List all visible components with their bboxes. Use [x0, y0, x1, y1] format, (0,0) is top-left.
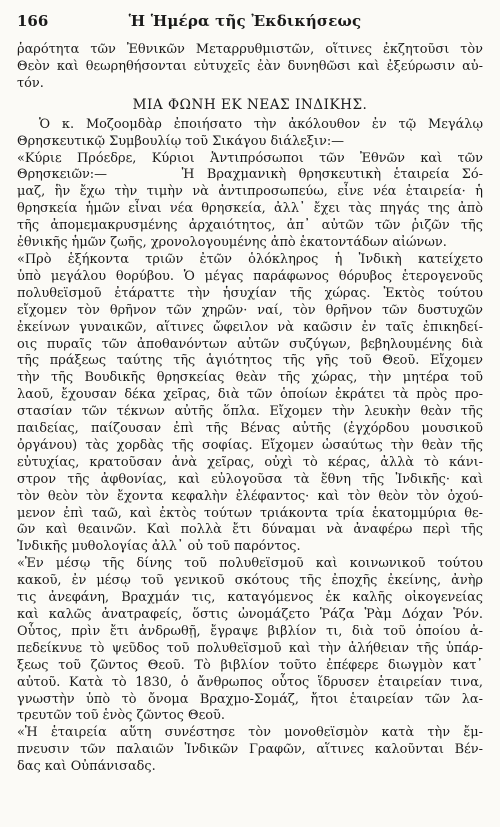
- text-line: καὶ καλῶς ἀνατραφείς, ὅστις ὠνομάζετο Ῥάζα Ῥὰμ Δόχαν Ῥόν.: [17, 607, 483, 622]
- text-line: Θεὸν καὶ θεωρηθήσονται εὐτυχεῖς ἐὰν δυνηθῶσι καὶ ἐξεύρωσιν αὐ-: [17, 58, 483, 74]
- text-line: Θρησκειῶν:— Ἡ Βραχμανικὴ θρησκευτικὴ ἑταιρεία Σό-: [17, 167, 483, 183]
- text-line: ὀργάνου) τὰς χορδὰς τῆς σοφίας. Εἴχομεν ὡσαύτως τὴν θεὰν τῆς: [17, 437, 483, 453]
- text-line: Ἰνδικῆς μυθολογίας ἀλλ᾽ οὐ τοῦ παρόντος.: [17, 539, 301, 555]
- quote-paragraph: [17, 151, 483, 252]
- text-line: γνωστὴν ὑπὸ τὸ ὄνομα Βραχμο-Σομάζ, ἤτοι ἑταιρείαν τῶν λα-: [17, 691, 483, 707]
- text-line: τὸν θεὸν τὸν ἔχοντα κεφαλὴν ἐλέφαντος· καὶ τὸν θεὸν τὸν ὀχού-: [17, 488, 483, 504]
- text-line: «Κύριε Πρόεδρε, Κύριοι Ἀντιπρόσωποι τῶν Ἐθνῶν καὶ τῶν: [17, 150, 483, 166]
- text-line: αὐτοῦ. Κατὰ τὸ 1830, ὁ ἄνθρωπος οὗτος ἵδρυσεν ἑταιρείαν τινα,: [17, 674, 483, 690]
- text-line: δας καὶ Οὐπάνισαδς.: [17, 759, 156, 775]
- text-line: θρησκεία ἡμῶν εἶναι νέα θρησκεία, ἀλλ᾽ ἔχει τὰς πηγάς της ἀπὸ: [17, 201, 483, 217]
- text-line: λαοῦ, ἔχουσαν δέκα χεῖρας, διὰ τῶν ὁποίων ἐκράτει τὰ πρὸς προ-: [17, 387, 483, 403]
- text-line: ἐκείνων γυναικῶν, αἵτινες ὤφειλον νὰ καῶσιν ἐν ταῖς ἐπικηδεί-: [17, 319, 483, 335]
- text-line: τρευτῶν τοῦ ἑνὸς ζῶντος Θεοῦ.: [17, 708, 225, 724]
- text-line: παιδείας, παίζουσαν ἐπὶ τῆς Βένας αὐτῆς (ἐγχόρδου μουσικοῦ: [17, 421, 483, 437]
- text-line: πνευσιν τῶν παλαιῶν Ἰνδικῶν Γραφῶν, αἵτινες καλοῦνται Βέν-: [17, 742, 483, 758]
- text-line: εἴχομεν τὸν θρῆνον τῶν χηρῶν· ναί, τὸν θρῆνον τῶν δυστυχῶν: [17, 302, 483, 318]
- section-heading: ΜΙΑ ΦΩΝΗ ΕΚ ΝΕΑΣ ΙΝΔΙΚΗΣ.: [132, 96, 368, 113]
- text-line: τόν.: [17, 75, 44, 91]
- text-line: ξεως τοῦ ζῶντος Θεοῦ. Τὸ βιβλίον τοῦτο ἐπέφερε διωγμὸν κατ᾽: [17, 657, 483, 673]
- text-line: τις ἀνεφάνη, Βραχμάν τις, καταγόμενος ἐκ καλῆς οἰκογενείας: [17, 590, 483, 606]
- page-number: 166: [17, 12, 49, 30]
- text-line: εὐτυχίας, κρατοῦσαν ἀνὰ χεῖρας, οὐχὶ τὸ κέρας, ἀλλὰ τὸ κάνι-: [17, 454, 483, 470]
- quote-paragraph: [17, 556, 483, 725]
- text-line: πεδείκνυε τὸ ψεῦδος τοῦ πολυθεϊσμοῦ καὶ τὴν ἀλήθειαν τῆς ὑπάρ-: [17, 640, 483, 656]
- text-line: «Πρὸ ἑξήκοντα τριῶν ἐτῶν ὁλόκληρος ἡ Ἰνδικὴ κατείχετο: [17, 251, 483, 267]
- quote-paragraph: [17, 725, 483, 776]
- text-line: οις πυραῖς τῶν ἀποθανόντων αὐτῶν συζύγων, βεβηλουμένης διὰ: [17, 336, 483, 352]
- text-line: τῆς πράξεως ταύτης τῆς ἁγιότητος τῆς γῆς τοῦ Θεοῦ. Εἴχομεν: [17, 353, 483, 369]
- text-line: μαζ, ἣν ἔχω τὴν τιμὴν νὰ ἀντιπροσωπεύω, εἶνε νέα ἑταιρεία· ἡ: [17, 184, 483, 200]
- intro-paragraph: [17, 117, 483, 151]
- text-line: ῶν καὶ θεαινῶν. Καὶ πολλὰ ἔτι δύναμαι νὰ ἀναφέρω περὶ τῆς: [17, 522, 483, 538]
- running-title: Ἡ Ἡμέρα τῆς Ἐκδικήσεως: [128, 12, 362, 30]
- text-line: Θρησκευτικῷ Συμβουλίῳ τοῦ Σικάγου διάλεξιν:—: [17, 133, 345, 149]
- text-line: τὴν τῆς Βουδικῆς θρησκείας θεὰν τῆς χώρας, τὴν μητέρα τοῦ: [17, 370, 483, 386]
- text-line: στρον τῆς ἀφθονίας, καὶ εὐλογοῦσα τὰ ἔθνη τῆς Ἰνδικῆς· καὶ: [17, 471, 483, 487]
- opening-paragraph: [17, 42, 483, 93]
- text-line: πολυθεϊσμοῦ ἐτάραττε τὴν ἡσυχίαν τῆς χώρας. Ἐκτὸς τούτου: [17, 285, 483, 301]
- text-line: τῆς ἀπομεμακρυσμένης ἀρχαιότητος, ἀπ᾽ αὐτῶν τῶν ῥιζῶν τῆς: [17, 218, 483, 234]
- text-line: στασίαν τῶν τέκνων αὐτῆς ὅπλα. Εἴχομεν τὴν λευκὴν θεὰν τῆς: [17, 404, 483, 420]
- text-line: μενον ἐπὶ ταῶ, καὶ ἐκτὸς τούτων τριάκοντα τρία ἑκατομμύρια θε-: [17, 505, 483, 521]
- text-line: «Ἡ ἑταιρεία αὕτη συνέστησε τὸν μονοθεϊσμὸν κατὰ τὴν ἔμ-: [17, 725, 483, 741]
- quote-paragraph: [17, 252, 483, 556]
- text-line: Οὗτος, πρὶν ἔτι ἀνδρωθῇ, ἔγραψε βιβλίον τι, διὰ τοῦ ὁποίου ἀ-: [17, 623, 483, 639]
- text-line: «Ἐν μέσῳ τῆς δίνης τοῦ πολυθεϊσμοῦ καὶ κοινωνικοῦ τούτου: [17, 556, 483, 572]
- page-header: [17, 12, 483, 42]
- text-line: ἐθνικῆς ἡμῶν ζωῆς, χρονολογουμένης ἀπὸ ἑκατοντάδων αἰώνων.: [17, 235, 447, 251]
- text-line: κακοῦ, ἐν μέσῳ τοῦ γενικοῦ σκότους τῆς ἐποχῆς ἐκείνης, ἀνὴρ: [17, 573, 483, 589]
- text-line: Ὁ κ. Μοζοομδὰρ ἐποιήσατο τὴν ἀκόλουθον ἐν τῷ Μεγάλῳ: [39, 116, 483, 132]
- text-line: ὑπὸ μεγάλου θορύβου. Ὁ μέγας παράφωνος θόρυβος ἑτερογενοῦς: [17, 268, 483, 284]
- text-line: ῥαρότητα τῶν Ἐθνικῶν Μεταρρυθμιστῶν, οἵτινες ἐκζητοῦσι τὸν: [17, 42, 483, 57]
